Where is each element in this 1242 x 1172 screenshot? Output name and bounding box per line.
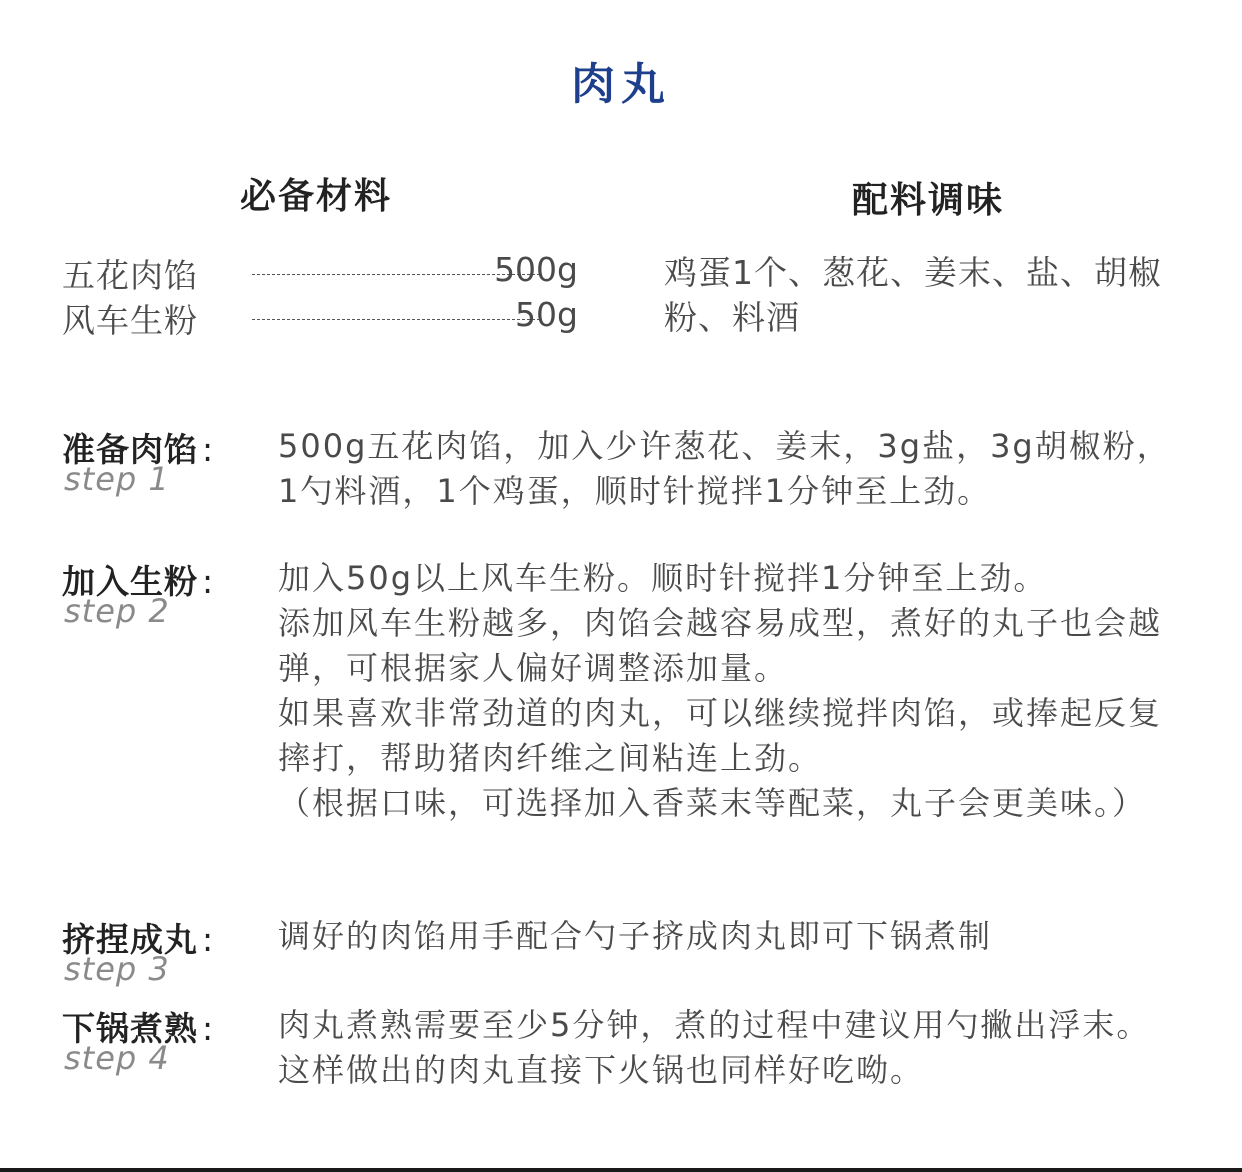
ingredient-quantity: 500g (494, 250, 578, 289)
step-title: 加入生粉 (62, 562, 198, 601)
step-paragraph: 500g五花肉馅，加入少许葱花、姜末，3g盐，3g胡椒粉，1勺料酒，1个鸡蛋，顺时针搅拌1分钟至上劲。 (278, 427, 1171, 510)
ingredient-name: 五花肉馅 (62, 256, 198, 295)
step-colon: : (202, 920, 215, 959)
seasoning-heading: 配料调味 (852, 180, 1005, 221)
step-number: step 4 (64, 1039, 170, 1077)
step-paragraph: （根据口味，可选择加入香菜末等配菜，丸子会更美味。） (278, 784, 1147, 822)
ingredients-heading: 必备材料 (240, 176, 393, 217)
ingredient-row (62, 250, 582, 296)
ingredient-name: 风车生粉 (62, 301, 198, 340)
step-number: step 1 (64, 460, 170, 498)
step-paragraph: 加入50g以上风车生粉。顺时针搅拌1分钟至上劲。 (278, 559, 1048, 597)
step-number: step 2 (64, 592, 170, 630)
ingredient-row (62, 295, 582, 341)
step-title: 准备肉馅 (62, 430, 198, 469)
step-title: 挤捏成丸 (62, 920, 198, 959)
step-description (278, 1003, 1182, 1093)
step-paragraph: 肉丸煮熟需要至少5分钟，煮的过程中建议用勺撇出浮末。这样做出的肉丸直接下火锅也同样好吃呦。 (278, 1006, 1151, 1089)
step-colon: : (202, 562, 215, 601)
bottom-divider (0, 1168, 1242, 1172)
step-title: 下锅煮熟 (62, 1009, 198, 1048)
step-colon: : (202, 430, 215, 469)
dotted-leader (252, 319, 540, 320)
step-description (278, 914, 1182, 959)
page-title: 肉丸 (571, 59, 671, 110)
step-paragraph: 调好的肉馅用手配合勺子挤成肉丸即可下锅煮制 (278, 917, 993, 955)
step-paragraph: 添加风车生粉越多，肉馅会越容易成型，煮好的丸子也会越弹，可根据家人偏好调整添加量。 (278, 604, 1163, 687)
step-colon: : (202, 1009, 215, 1048)
step-paragraph: 如果喜欢非常劲道的肉丸，可以继续搅拌肉馅，或捧起反复摔打，帮助猪肉纤维之间粘连上劲。 (278, 694, 1163, 777)
step-description (278, 424, 1182, 514)
step-number: step 3 (64, 950, 170, 988)
step-description (278, 556, 1182, 826)
seasoning-text: 鸡蛋1个、葱花、姜末、盐、胡椒粉、料酒 (664, 253, 1162, 337)
ingredient-quantity: 50g (515, 295, 578, 334)
